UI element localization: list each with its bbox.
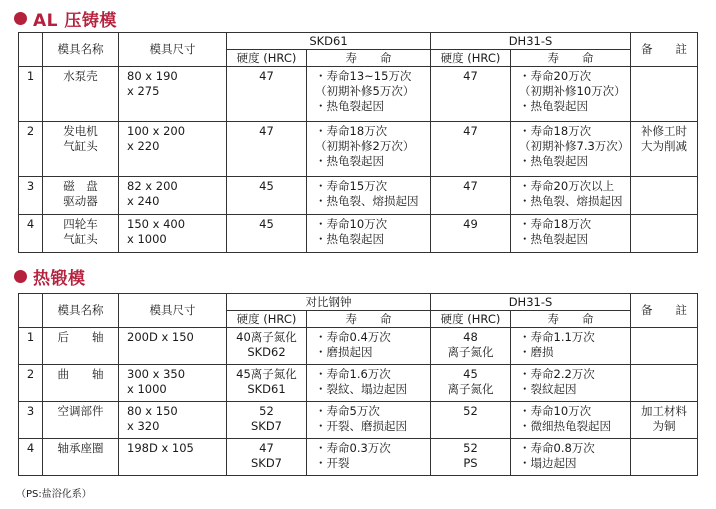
- cell-hardness-1: [227, 215, 307, 253]
- cell-line: ・热龟裂、熔损起因: [315, 194, 419, 208]
- cell-line: x 240: [127, 194, 160, 208]
- cell-no: [19, 328, 43, 365]
- header-mold-name: 模具名称: [43, 294, 119, 328]
- cell-line: ・塌边起因: [519, 456, 577, 470]
- cell-line: ・裂紋、塌边起因: [315, 382, 407, 396]
- cell-life-1: [307, 439, 431, 476]
- cell-life-1: [307, 365, 431, 402]
- cell-no: [19, 402, 43, 439]
- cell-line: 气缸头: [63, 232, 98, 246]
- cell-life-1: [307, 402, 431, 439]
- cell-mold-name: [43, 215, 119, 253]
- header-life-2: 寿 命: [511, 311, 631, 328]
- header-remarks: 备 註: [631, 33, 698, 67]
- cell-line: 52: [463, 441, 478, 455]
- header-no: [19, 294, 43, 328]
- section-heading-hot-forging: [14, 265, 86, 287]
- cell-line: 200D x 150: [127, 330, 194, 344]
- cell-line: 离子氮化: [447, 345, 494, 359]
- cell-line: 52: [463, 404, 478, 418]
- cell-life-2: [511, 439, 631, 476]
- cell-line: 2: [26, 124, 35, 138]
- cell-mold-size: [119, 328, 227, 365]
- cell-line: x 1000: [127, 382, 167, 396]
- cell-line: 驱动器: [63, 194, 98, 208]
- cell-no: [19, 122, 43, 177]
- cell-mold-name: [43, 122, 119, 177]
- cell-remarks: [631, 122, 698, 177]
- cell-line: ・裂紋起因: [519, 382, 577, 396]
- cell-hardness-2: [431, 67, 511, 122]
- cell-line: 气缸头: [63, 139, 98, 153]
- cell-line: ・寿命18万次: [519, 124, 592, 138]
- cell-line: ・寿命2.2万次: [519, 367, 595, 381]
- cell-line: 80 x 150: [127, 404, 178, 418]
- cell-mold-name: [43, 402, 119, 439]
- cell-no: [19, 215, 43, 253]
- cell-hardness-1: [227, 439, 307, 476]
- cell-line: 198D x 105: [127, 441, 194, 455]
- cell-life-2: [511, 215, 631, 253]
- cell-line: 磁 盘: [63, 179, 98, 193]
- table-row: [19, 122, 698, 177]
- cell-line: ・寿命10万次: [519, 404, 592, 418]
- cell-line: 加工材料: [641, 404, 687, 418]
- cell-no: [19, 365, 43, 402]
- cell-line: 4: [26, 441, 35, 455]
- cell-life-1: [307, 67, 431, 122]
- cell-line: 49: [463, 217, 478, 231]
- cell-line: 47: [463, 69, 478, 83]
- cell-line: （初期补修2万次）: [315, 139, 415, 153]
- cell-line: ・开裂: [315, 456, 350, 470]
- cell-life-1: [307, 177, 431, 215]
- cell-line: ・寿命0.8万次: [519, 441, 595, 455]
- cell-line: 47: [463, 124, 478, 138]
- cell-remarks: [631, 215, 698, 253]
- cell-line: 轴承座圈: [57, 441, 104, 455]
- header-life-1: 寿 命: [307, 311, 431, 328]
- cell-line: SKD7: [250, 456, 282, 470]
- cell-hardness-1: [227, 328, 307, 365]
- cell-hardness-1: [227, 122, 307, 177]
- cell-line: 52: [259, 404, 274, 418]
- cell-line: 曲 轴: [57, 367, 104, 381]
- header-life-1: 寿 命: [307, 50, 431, 67]
- cell-remarks: [631, 328, 698, 365]
- cell-mold-size: [119, 365, 227, 402]
- cell-line: 48: [463, 330, 478, 344]
- cell-line: ・寿命0.3万次: [315, 441, 391, 455]
- cell-life-2: [511, 122, 631, 177]
- cell-line: 82 x 200: [127, 179, 178, 193]
- header-hardness-1: 硬度 (HRC): [227, 311, 307, 328]
- cell-line: x 320: [127, 419, 160, 433]
- cell-line: x 1000: [127, 232, 167, 246]
- cell-line: ・寿命1.1万次: [519, 330, 595, 344]
- cell-line: （初期补修10万次）: [519, 84, 626, 98]
- cell-line: ・磨损: [519, 345, 554, 359]
- cell-no: [19, 67, 43, 122]
- cell-line: 水泵壳: [63, 69, 98, 83]
- header-no: [19, 33, 43, 67]
- cell-line: ・热龟裂起因: [315, 232, 384, 246]
- cell-line: PS: [463, 456, 478, 470]
- header-group-1: SKD61: [227, 33, 431, 50]
- cell-line: SKD61: [247, 382, 286, 396]
- cell-line: 补修工时: [641, 124, 687, 138]
- cell-mold-size: [119, 67, 227, 122]
- cell-line: ・寿命1.6万次: [315, 367, 391, 381]
- table-row: [19, 177, 698, 215]
- cell-line: 1: [26, 330, 35, 344]
- cell-life-2: [511, 328, 631, 365]
- table-row: [19, 67, 698, 122]
- cell-line: ・寿命20万次: [519, 69, 592, 83]
- cell-life-1: [307, 122, 431, 177]
- cell-hardness-1: [227, 365, 307, 402]
- header-mold-size: 模具尺寸: [119, 33, 227, 67]
- cell-life-1: [307, 215, 431, 253]
- cell-line: SKD7: [250, 419, 282, 433]
- cell-line: ・微细热龟裂起因: [519, 419, 611, 433]
- cell-line: （初期补修7.3万次）: [519, 139, 630, 153]
- cell-line: 1: [26, 69, 35, 83]
- cell-line: 后 轴: [57, 330, 104, 344]
- header-hardness-2: 硬度 (HRC): [431, 311, 511, 328]
- cell-line: SKD62: [247, 345, 286, 359]
- cell-line: 45离子氮化: [236, 367, 297, 381]
- cell-mold-name: [43, 365, 119, 402]
- cell-line: 45: [463, 367, 478, 381]
- cell-line: ・寿命18万次: [315, 124, 388, 138]
- cell-line: ・热龟裂起因: [519, 232, 588, 246]
- cell-line: 150 x 400: [127, 217, 186, 231]
- table-row: [19, 402, 698, 439]
- cell-hardness-2: [431, 215, 511, 253]
- cell-line: x 220: [127, 139, 160, 153]
- header-hardness-2: 硬度 (HRC): [431, 50, 511, 67]
- cell-line: 4: [26, 217, 35, 231]
- cell-line: ・寿命15万次: [315, 179, 388, 193]
- cell-line: 大为削减: [641, 139, 687, 153]
- cell-no: [19, 439, 43, 476]
- bullet-dot-icon: [14, 12, 27, 25]
- table-row: [19, 365, 698, 402]
- cell-mold-name: [43, 67, 119, 122]
- cell-line: 47: [259, 124, 274, 138]
- footnote: （PS:盐浴化系）: [16, 489, 92, 500]
- cell-mold-size: [119, 215, 227, 253]
- cell-line: ・寿命5万次: [315, 404, 380, 418]
- cell-line: 80 x 190: [127, 69, 178, 83]
- header-hardness-1: 硬度 (HRC): [227, 50, 307, 67]
- cell-remarks: [631, 439, 698, 476]
- cell-mold-name: [43, 328, 119, 365]
- cell-line: 45: [259, 217, 274, 231]
- table-row: [19, 215, 698, 253]
- cell-life-2: [511, 67, 631, 122]
- section-title: 热锻模: [33, 268, 86, 289]
- table-row: [19, 439, 698, 476]
- cell-hardness-1: [227, 177, 307, 215]
- cell-mold-size: [119, 122, 227, 177]
- cell-line: 47: [259, 441, 274, 455]
- al-die-casting-table: [18, 32, 698, 253]
- cell-line: 离子氮化: [447, 382, 494, 396]
- cell-hardness-2: [431, 365, 511, 402]
- cell-line: 45: [259, 179, 274, 193]
- cell-life-2: [511, 177, 631, 215]
- cell-mold-name: [43, 439, 119, 476]
- cell-life-1: [307, 328, 431, 365]
- cell-line: 空调部件: [57, 404, 104, 418]
- cell-line: （初期补修5万次）: [315, 84, 415, 98]
- cell-line: 100 x 200: [127, 124, 186, 138]
- cell-line: ・寿命13~15万次: [315, 69, 412, 83]
- cell-mold-size: [119, 439, 227, 476]
- cell-hardness-2: [431, 328, 511, 365]
- cell-hardness-2: [431, 177, 511, 215]
- header-group-2: DH31-S: [431, 33, 631, 50]
- header-group-1: 对比钢钟: [227, 294, 431, 311]
- section-heading-al-die-casting: [14, 7, 117, 29]
- cell-line: ・热龟裂起因: [519, 154, 588, 168]
- hot-forging-table: [18, 293, 698, 476]
- cell-mold-name: [43, 177, 119, 215]
- cell-hardness-1: [227, 67, 307, 122]
- cell-line: 47: [463, 179, 478, 193]
- cell-line: ・寿命10万次: [315, 217, 388, 231]
- cell-remarks: [631, 365, 698, 402]
- cell-mold-size: [119, 402, 227, 439]
- cell-hardness-2: [431, 402, 511, 439]
- cell-line: 300 x 350: [127, 367, 186, 381]
- cell-line: 发电机: [63, 124, 98, 138]
- cell-line: ・热龟裂、熔损起因: [519, 194, 623, 208]
- header-remarks: 备 註: [631, 294, 698, 328]
- cell-mold-size: [119, 177, 227, 215]
- cell-line: ・热龟裂起因: [519, 99, 588, 113]
- header-group-2: DH31-S: [431, 294, 631, 311]
- cell-line: ・寿命20万次以上: [519, 179, 615, 193]
- cell-line: 为铜: [652, 419, 676, 433]
- cell-life-2: [511, 365, 631, 402]
- cell-line: ・热龟裂起因: [315, 99, 384, 113]
- cell-line: ・寿命0.4万次: [315, 330, 391, 344]
- cell-life-2: [511, 402, 631, 439]
- cell-line: ・磨损起因: [315, 345, 373, 359]
- header-mold-size: 模具尺寸: [119, 294, 227, 328]
- cell-line: 47: [259, 69, 274, 83]
- cell-remarks: [631, 177, 698, 215]
- cell-no: [19, 177, 43, 215]
- cell-line: ・热龟裂起因: [315, 154, 384, 168]
- cell-hardness-1: [227, 402, 307, 439]
- cell-remarks: [631, 402, 698, 439]
- cell-line: 2: [26, 367, 35, 381]
- cell-line: 40离子氮化: [236, 330, 297, 344]
- cell-line: 3: [26, 404, 35, 418]
- header-life-2: 寿 命: [511, 50, 631, 67]
- table-row: [19, 328, 698, 365]
- cell-remarks: [631, 67, 698, 122]
- cell-line: 四轮车: [63, 217, 98, 231]
- cell-hardness-2: [431, 122, 511, 177]
- bullet-dot-icon: [14, 270, 27, 283]
- cell-line: x 275: [127, 84, 160, 98]
- section-title: AL 压铸模: [33, 10, 117, 31]
- cell-hardness-2: [431, 439, 511, 476]
- cell-line: ・开裂、磨损起因: [315, 419, 407, 433]
- cell-line: ・寿命18万次: [519, 217, 592, 231]
- header-mold-name: 模具名称: [43, 33, 119, 67]
- cell-line: 3: [26, 179, 35, 193]
